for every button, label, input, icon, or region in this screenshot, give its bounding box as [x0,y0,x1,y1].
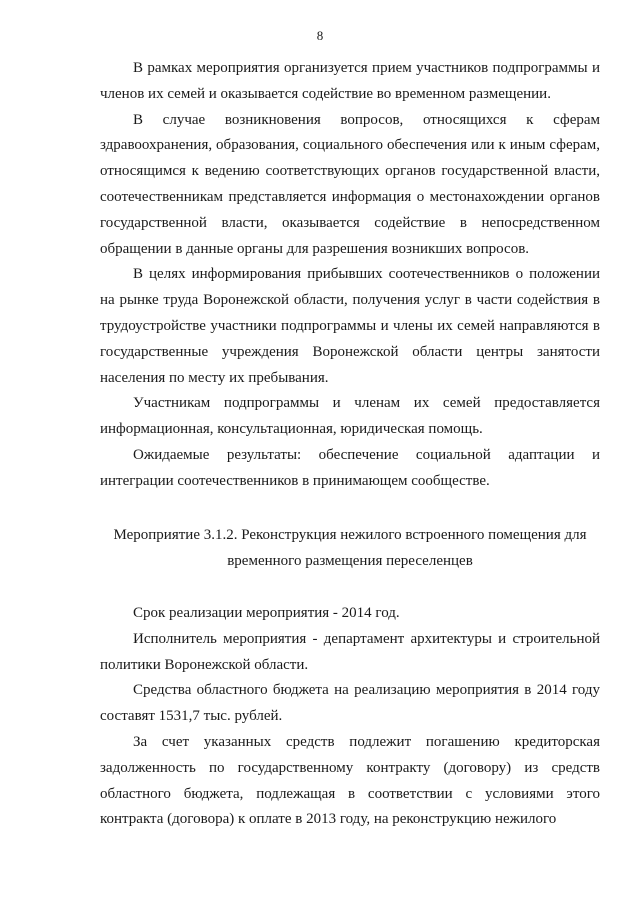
paragraph: В целях информирования прибывших соотечественников о положении на рынке труда Воронежской области, получения услуг в части содействия в трудоустройстве участники подпрограммы и члены их семей направляются в государственные учреждения Воронежской области центры занятости населения по месту их пребывания. [100,266,600,386]
paragraph: За счет указанных средств подлежит погашению кредиторская задолженность по государственному контракту (договору) из средств областного бюджета, подлежащая в соответствии с условиями этого контракта (договора) к оплате в 2013 году, на реконструкцию нежилого [100,733,600,828]
paragraph: В случае возникновения вопросов, относящихся к сферам здравоохранения, образования, социального обеспечения или к иным сферам, относящимся к ведению соответствующих органов государственной власти, соотечественникам представляется информация о местонахождении органов государственной власти, оказывается содействие в непосредственном обращении в данные органы для разрешения возникших вопросов. [100,111,600,257]
section-heading-line: Мероприятие 3.1.2. Реконструкция нежилого встроенного помещения для [113,527,587,543]
section-heading-line: временного размещения переселенцев [227,553,473,569]
body-text-bottom [100,601,600,833]
paragraph: Участникам подпрограммы и членам их семей предоставляется информационная, консультационная, юридическая помощь. [100,395,600,438]
section-heading [100,522,600,574]
paragraph: Ожидаемые результаты: обеспечение социальной адаптации и интеграции соотечественников в принимающем сообществе. [100,446,600,489]
page-number: 8 [316,28,324,43]
paragraph: Средства областного бюджета на реализацию мероприятия в 2014 году составят 1531,7 тыс. рублей. [100,682,600,725]
paragraph: Исполнитель мероприятия - департамент архитектуры и строительной политики Воронежской области. [100,630,600,673]
body-text-top [100,56,600,495]
paragraph: Срок реализации мероприятия - 2014 год. [133,605,400,621]
paragraph: В рамках мероприятия организуется прием участников подпрограммы и членов их семей и оказывается содействие во временном размещении. [100,60,600,102]
